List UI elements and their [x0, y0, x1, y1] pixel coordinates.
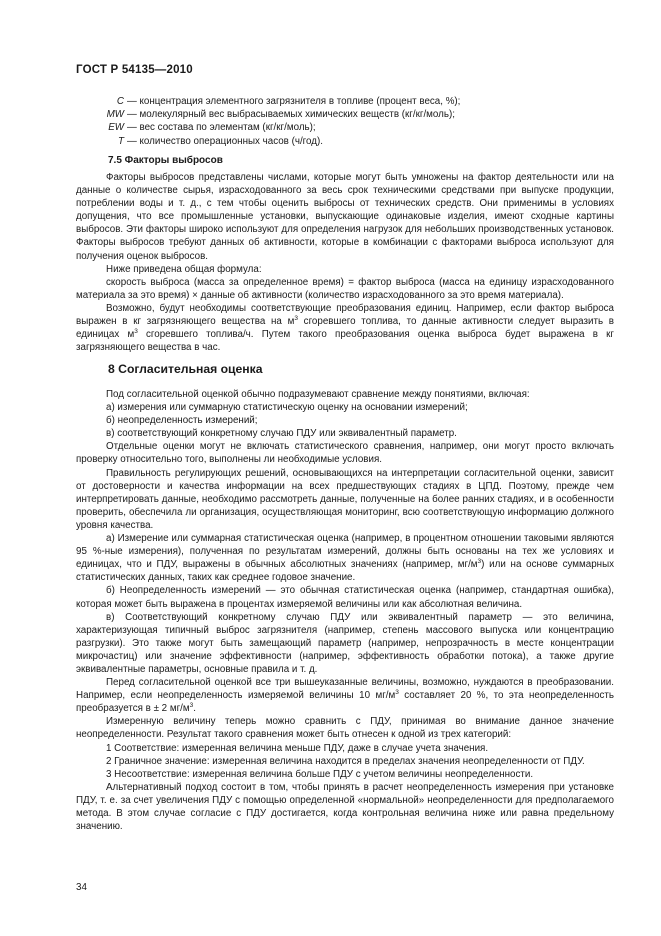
definition-symbol: EW [108, 122, 124, 134]
paragraph: а) Измерение или суммарная статистическая оценка (например, в процентном отношении таковыми являются 95 %-ные измерения), полученная по результатам измерений, должны быть основаны на тех же условиях и единицах, что и ПДУ, выражены в обычных абсолютных значениях (например, $мг/м^3$) или на основе суммарных статистических данных, таких как среднее годовое значение. [76, 533, 615, 584]
category-item: 2 Граничное значение: измеренная величина находится в пределах значения неопределенности от ПДУ. [106, 755, 585, 767]
section-title-8: 8 Согласительная оценка [108, 362, 263, 376]
section-8-body [76, 388, 614, 833]
paragraph: Факторы выбросов представлены числами, которые могут быть умножены на фактор деятельности или на данные о количестве сырья, израсходованного за весь срок техническими средствами при выпуске продукции, потреблении воды и т. д., с тем чтобы оценить выбросы от технических средств. Они применимы в условиях допущения, что все промышленные установки, выпускающие одинаковые изделия, имеют сходные картины выбросов. Эти факторы широко используют для определения нагрузок для небольших производственных установок. Факторы выбросов требуют данных об активности, которые в комбинации с факторами выброса используют для получения оценок выбросов. [76, 172, 614, 262]
subsection-7-5-body [76, 171, 614, 354]
definitions-list [76, 95, 596, 148]
paragraph: б) Неопределенность измерений — это обычная статистическая оценка (например, стандартная ошибка), которая может быть выражена в процентах измеряемой величины или как абсолютная величина. [76, 585, 614, 610]
paragraph: Отдельные оценки могут не включать статистического сравнения, например, они могут просто включать проверку относительно того, выполнены ли необходимые условия. [76, 441, 614, 466]
definition-row [76, 121, 596, 134]
paragraph: Правильность регулирующих решений, основывающихся на интерпретации согласительной оценки, зависит от достоверности и качества информации на всех предшествующих стадиях в ЦПД. Поэтому, прежде чем интерпретировать данные, необходимо рассмотреть данные, полученные на более ранних стадиях, и в особенности проверить, обеспечила ли организация, осуществляющая мониторинг, всю соответствующую информацию должного уровня качества. [76, 467, 614, 531]
definition-row [76, 135, 596, 148]
definition-symbol: T [118, 135, 124, 147]
paragraph: Измеренную величину теперь можно сравнить с ПДУ, принимая во внимание данное значение неопределенности. Результат такого сравнения может быть отнесен к одной из трех категорий: [76, 716, 614, 741]
paragraph: Ниже приведена общая формула: [106, 263, 262, 275]
category-item: 1 Соответствие: измеренная величина меньше ПДУ, даже в случае учета значения. [106, 742, 489, 754]
definition-row [76, 108, 596, 121]
definition-row [76, 95, 596, 108]
list-item: б) неопределенность измерений; [106, 415, 258, 427]
category-item: 3 Несоответствие: измеренная величина больше ПДУ с учетом величины неопределенности. [106, 768, 534, 780]
formula-paragraph: скорость выброса (масса за определенное время) = фактор выброса (масса на единицу израсходованного материала за это время) × данные об активности (количество израсходованного за это время материала). [76, 276, 614, 301]
definition-text: — вес состава по элементам (кг/кг/моль); [127, 122, 316, 134]
subsection-title-7-5: 7.5 Факторы выбросов [108, 155, 223, 166]
definition-symbol: C [116, 96, 124, 107]
paragraph: Под согласительной оценкой обычно подразумевают сравнение между понятиями, включая: [106, 389, 530, 400]
definition-text: — количество операционных часов (ч/год). [127, 135, 323, 147]
document-header: ГОСТ Р 54135—2010 [76, 64, 193, 76]
definition-text: — концентрация элементного загрязнителя в топливе (процент веса, %); [127, 96, 461, 107]
definition-text: — молекулярный вес выбрасываемых химических веществ (кг/кг/моль); [127, 109, 455, 121]
paragraph: Альтернативный подход состоит в том, чтобы принять в расчет неопределенность измерения при установке ПДУ, т. е. за счет увеличения ПДУ с помощью определенной «нормальной» неопределенности для предполагаемого метода. В этом случае согласие с ПДУ достигается, когда контрольная величина ниже или равна предельному значению. [76, 781, 614, 833]
paragraph: в) Соответствующий конкретному случаю ПДУ или эквивалентный параметр — это величина, характеризующая типичный выброс загрязнителя (например, степень массового выпуска или концентрацию разгрузки). Это также могут быть замещающий параметр (например, непрозрачность в месте концентрации микрочастиц) или значение эффективности (например, эффективность обработки потока), а также другие эквивалентные параметры, основные правила и т. д. [76, 611, 614, 675]
page-number: 34 [76, 882, 87, 893]
paragraph: Возможно, будут необходимы соответствующие преобразования единиц. Например, если фактор выброса выражен в кг загрязняющего вещества на $м^3$ сгоревшего топлива, то данные активности следует выразить в единицах $м^3$ сгоревшего топлива/ч. Путем такого преобразования оценка выброса будет выражена в кг загрязняющего вещества в час. [76, 302, 614, 354]
list-item: в) соответствующий конкретному случаю ПДУ или эквивалентный параметр. [106, 428, 457, 440]
list-item: а) измерения или суммарную статистическую оценку на основании измерений; [106, 402, 468, 414]
definition-symbol: MW [106, 109, 124, 121]
paragraph: Перед согласительной оценкой все три вышеуказанные величины, возможно, нуждаются в преобразовании. Например, если неопределенность измеряемой величины 10 $мг/м^3$ составляет 20 %, то эта неопределенность преобразуется в ± 2 $мг/м^3$. [76, 677, 615, 715]
